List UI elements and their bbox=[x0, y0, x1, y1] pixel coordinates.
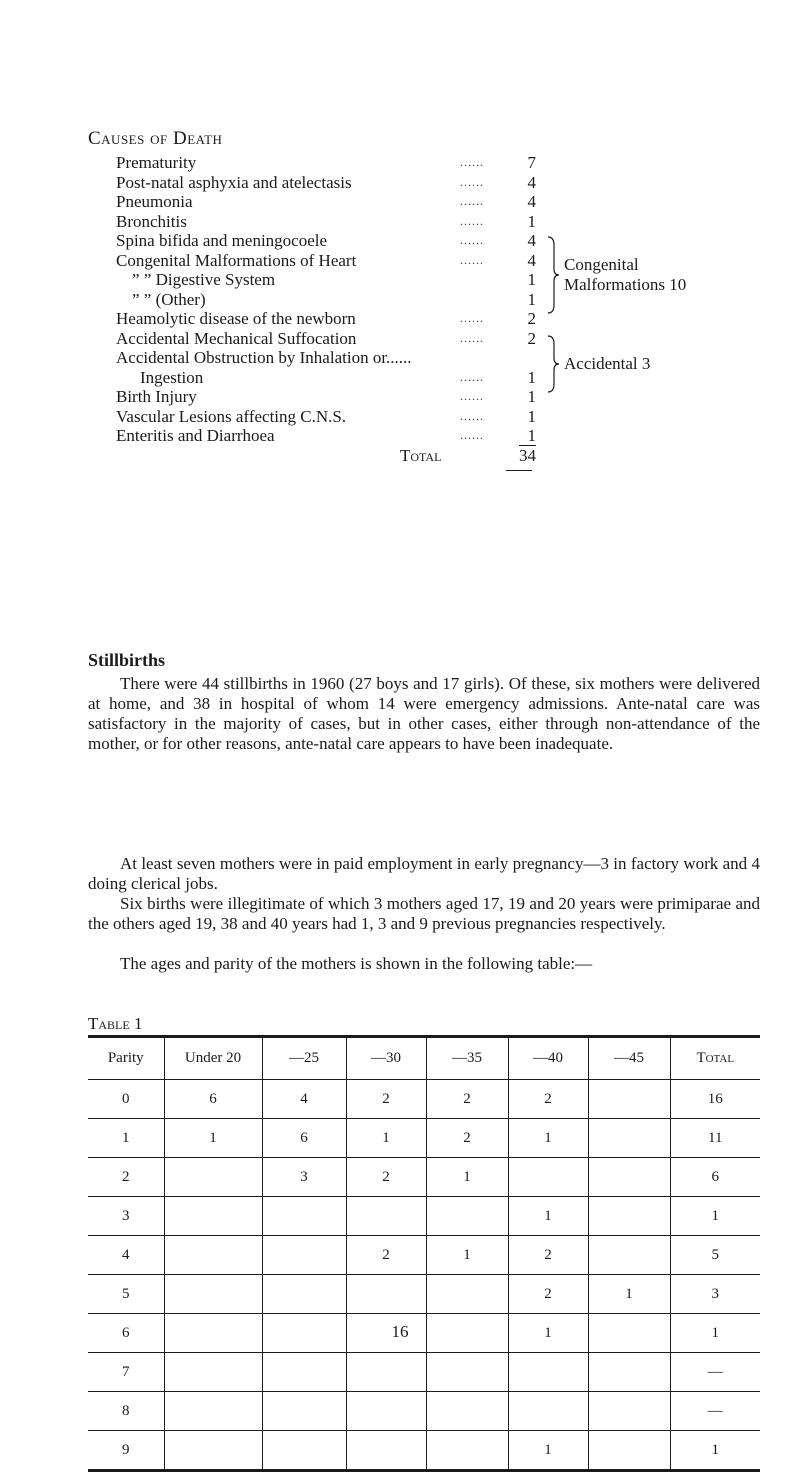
cause-row bbox=[116, 426, 536, 446]
column-header: —25 bbox=[262, 1037, 346, 1080]
table-cell bbox=[164, 1275, 262, 1314]
cause-count: 1 bbox=[527, 367, 536, 387]
table-row bbox=[88, 1275, 760, 1314]
leader-dots: ...... bbox=[460, 252, 484, 267]
table-cell: 1 bbox=[426, 1236, 508, 1275]
table-cell: 1 bbox=[122, 1129, 130, 1146]
cause-row bbox=[116, 173, 536, 193]
cause-label: Bronchitis bbox=[116, 211, 187, 231]
table-cell bbox=[262, 1275, 346, 1314]
table-cell: 16 bbox=[670, 1080, 760, 1119]
cause-count: 4 bbox=[527, 250, 536, 270]
table-cell bbox=[508, 1392, 588, 1431]
table-cell: 1 bbox=[508, 1119, 588, 1158]
table-cell: 2 bbox=[508, 1275, 588, 1314]
table-cell bbox=[346, 1392, 426, 1431]
leader-dots: ...... bbox=[460, 213, 484, 228]
table-cell: 2 bbox=[426, 1080, 508, 1119]
table-cell: 1 bbox=[508, 1431, 588, 1471]
table-cell: 8 bbox=[122, 1402, 130, 1419]
table-row bbox=[88, 1353, 760, 1392]
cause-count: 4 bbox=[527, 231, 536, 250]
cause-count: 1 bbox=[527, 406, 536, 426]
table-cell: 3 bbox=[670, 1275, 760, 1314]
stillbirths-title: Stillbirths bbox=[88, 650, 166, 670]
cause-count: 2 bbox=[527, 309, 536, 328]
table-cell bbox=[588, 1431, 670, 1471]
table-cell bbox=[588, 1353, 670, 1392]
paragraph-4: The ages and parity of the mothers is shown in the following table:— bbox=[120, 954, 593, 973]
paragraph-3: Six births were illegitimate of which 3 mothers aged 17, 19 and 20 years were primiparae and the others aged 19, 38 and 40 years had 1, 3 and 9 previous pregnancies respectively. bbox=[88, 894, 760, 933]
cause-label: Birth Injury bbox=[116, 387, 197, 406]
accidental-brace bbox=[546, 334, 560, 394]
table-row bbox=[88, 1392, 760, 1431]
cause-count: 2 bbox=[527, 328, 536, 348]
congenital-label-line1: Congenital bbox=[564, 255, 639, 274]
parity-age-table bbox=[88, 1035, 760, 1472]
cause-count: 4 bbox=[527, 192, 536, 211]
column-header: —45 bbox=[588, 1037, 670, 1080]
causes-list bbox=[116, 153, 536, 471]
cause-label: Congenital Malformations of Heart bbox=[116, 250, 357, 270]
column-header: Parity bbox=[107, 1050, 144, 1066]
cause-count: 1 bbox=[527, 211, 536, 231]
table-cell bbox=[262, 1197, 346, 1236]
cause-count: 4 bbox=[527, 172, 536, 192]
table-cell bbox=[426, 1275, 508, 1314]
cause-row bbox=[116, 212, 536, 232]
table-cell: 1 bbox=[670, 1431, 760, 1471]
table-cell: 9 bbox=[122, 1441, 130, 1458]
cause-label: ” ” Digestive System bbox=[132, 270, 276, 289]
accidental-label: Accidental 3 bbox=[564, 354, 651, 373]
congenital-malformations-label bbox=[564, 255, 686, 295]
cause-row bbox=[116, 329, 536, 349]
table-cell: 7 bbox=[122, 1363, 130, 1380]
cause-row bbox=[116, 192, 536, 212]
cause-label: Pneumonia bbox=[116, 192, 193, 211]
table-cell bbox=[346, 1353, 426, 1392]
cause-row bbox=[116, 387, 536, 407]
table-row bbox=[88, 1119, 760, 1158]
table-cell: 5 bbox=[670, 1236, 760, 1275]
cause-count: 1 bbox=[527, 387, 536, 406]
table-cell: 4 bbox=[262, 1080, 346, 1119]
cause-label: Accidental Obstruction by Inhalation or...... bbox=[116, 348, 412, 367]
leader-dots: ...... bbox=[460, 389, 484, 403]
congenital-brace bbox=[546, 235, 560, 315]
table-cell: 2 bbox=[508, 1236, 588, 1275]
column-header: —35 bbox=[426, 1037, 508, 1080]
column-header: Under 20 bbox=[164, 1037, 262, 1080]
table-cell: 11 bbox=[670, 1119, 760, 1158]
table-cell: 1 bbox=[588, 1275, 670, 1314]
cause-label: Spina bifida and meningocoele bbox=[116, 231, 328, 250]
table-cell: 2 bbox=[346, 1236, 426, 1275]
cause-label: Post-natal asphyxia and atelectasis bbox=[116, 172, 352, 192]
cause-row bbox=[116, 368, 536, 388]
table-cell bbox=[426, 1392, 508, 1431]
table-cell: 2 bbox=[346, 1080, 426, 1119]
cause-row bbox=[116, 290, 536, 310]
cause-label: ” ” (Other) bbox=[132, 289, 206, 309]
table-cell bbox=[262, 1431, 346, 1471]
table-cell: 1 bbox=[164, 1119, 262, 1158]
cause-label: Heamolytic disease of the newborn bbox=[116, 309, 356, 328]
table-cell: 6 bbox=[164, 1080, 262, 1119]
table-cell bbox=[426, 1197, 508, 1236]
table-cell bbox=[426, 1353, 508, 1392]
causes-of-death-heading: Causes of Death bbox=[88, 128, 223, 149]
table-cell bbox=[588, 1158, 670, 1197]
cause-row bbox=[116, 270, 536, 290]
table-header-row bbox=[88, 1037, 760, 1080]
table-cell: 1 bbox=[508, 1314, 588, 1353]
leader-dots: ...... bbox=[460, 155, 484, 169]
table-cell: 2 bbox=[426, 1119, 508, 1158]
table-cell bbox=[508, 1353, 588, 1392]
cause-label: Prematurity bbox=[116, 153, 197, 172]
table-cell bbox=[346, 1431, 426, 1471]
table-cell: 6 bbox=[122, 1324, 130, 1341]
table-cell: 5 bbox=[122, 1285, 130, 1302]
table-cell bbox=[262, 1236, 346, 1275]
paragraph-2: At least seven mothers were in paid employment in early pregnancy—3 in factory work and 4 doing clerical jobs. bbox=[88, 854, 760, 893]
congenital-label-line2: Malformations 10 bbox=[564, 275, 687, 294]
table-cell: 0 bbox=[122, 1090, 130, 1107]
leader-dots: ...... bbox=[460, 408, 484, 423]
cause-row bbox=[116, 153, 536, 173]
cause-row bbox=[116, 231, 536, 251]
table-label: Table 1 bbox=[88, 1014, 143, 1033]
cause-row bbox=[116, 407, 536, 427]
table-cell: 1 bbox=[426, 1158, 508, 1197]
total-underline bbox=[506, 470, 532, 471]
table-cell bbox=[346, 1275, 426, 1314]
table-cell: 2 bbox=[508, 1080, 588, 1119]
leader-dots: ...... bbox=[460, 194, 484, 208]
table-cell: 3 bbox=[262, 1158, 346, 1197]
table-cell: 1 bbox=[346, 1119, 426, 1158]
table-cell: 6 bbox=[670, 1158, 760, 1197]
cause-label: Accidental Mechanical Suffocation bbox=[116, 328, 357, 348]
cause-count: 1 bbox=[527, 270, 536, 289]
table-row bbox=[88, 1197, 760, 1236]
cause-count: 7 bbox=[527, 153, 536, 172]
table-row bbox=[88, 1431, 760, 1471]
total-row bbox=[116, 446, 536, 468]
cause-count: 1 bbox=[527, 426, 536, 445]
leader-dots: ...... bbox=[460, 233, 484, 247]
column-header: Total bbox=[670, 1037, 760, 1080]
leader-dots: ...... bbox=[460, 174, 484, 189]
table-cell bbox=[588, 1080, 670, 1119]
cause-row bbox=[116, 309, 536, 329]
leader-dots: ...... bbox=[460, 311, 484, 325]
leader-dots: ...... bbox=[460, 369, 484, 384]
cause-label: Vascular Lesions affecting C.N.S. bbox=[116, 406, 347, 426]
table-cell: 4 bbox=[122, 1246, 130, 1263]
table-cell: 3 bbox=[122, 1207, 130, 1224]
table-cell bbox=[164, 1353, 262, 1392]
table-cell: 1 bbox=[670, 1314, 760, 1353]
cause-label: Ingestion bbox=[140, 367, 204, 387]
table-cell bbox=[262, 1353, 346, 1392]
table-row bbox=[88, 1080, 760, 1119]
table-cell: 1 bbox=[670, 1197, 760, 1236]
table-cell: — bbox=[670, 1392, 760, 1431]
table-cell bbox=[588, 1236, 670, 1275]
table-cell bbox=[164, 1236, 262, 1275]
table-cell bbox=[262, 1392, 346, 1431]
table-row bbox=[88, 1158, 760, 1197]
table-cell bbox=[346, 1197, 426, 1236]
table-cell bbox=[508, 1158, 588, 1197]
table-cell bbox=[588, 1392, 670, 1431]
page-number: 16 bbox=[391, 1322, 409, 1341]
table-cell: 1 bbox=[508, 1197, 588, 1236]
table-cell: — bbox=[670, 1353, 760, 1392]
table-cell bbox=[426, 1431, 508, 1471]
cause-row bbox=[116, 348, 536, 368]
paragraph-1: There were 44 stillbirths in 1960 (27 boys and 17 girls). Of these, six mothers were delivered at home, and 38 in hospital of whom 14 were emergency admissions. Ante-natal care was satisfactory in the majority of cases, but in other cases, either through non-attendance of the mother, or for other reasons, ante-natal care appears to have been inadequate. bbox=[88, 674, 760, 753]
table-cell bbox=[588, 1119, 670, 1158]
cause-count: 1 bbox=[527, 289, 536, 309]
column-header: —40 bbox=[508, 1037, 588, 1080]
table-cell bbox=[588, 1197, 670, 1236]
table-cell: 2 bbox=[122, 1168, 130, 1185]
table-cell bbox=[164, 1158, 262, 1197]
table-cell bbox=[164, 1392, 262, 1431]
cause-row bbox=[116, 251, 536, 271]
column-header: —30 bbox=[346, 1037, 426, 1080]
table-row bbox=[88, 1236, 760, 1275]
table-cell bbox=[164, 1197, 262, 1236]
total-label: Total bbox=[400, 445, 442, 465]
total-count: 34 bbox=[519, 445, 536, 465]
table-cell bbox=[164, 1431, 262, 1471]
leader-dots: ...... bbox=[460, 330, 484, 345]
table-cell: 6 bbox=[262, 1119, 346, 1158]
table-cell: 2 bbox=[346, 1158, 426, 1197]
cause-label: Enteritis and Diarrhoea bbox=[116, 426, 275, 445]
leader-dots: ...... bbox=[460, 428, 484, 442]
